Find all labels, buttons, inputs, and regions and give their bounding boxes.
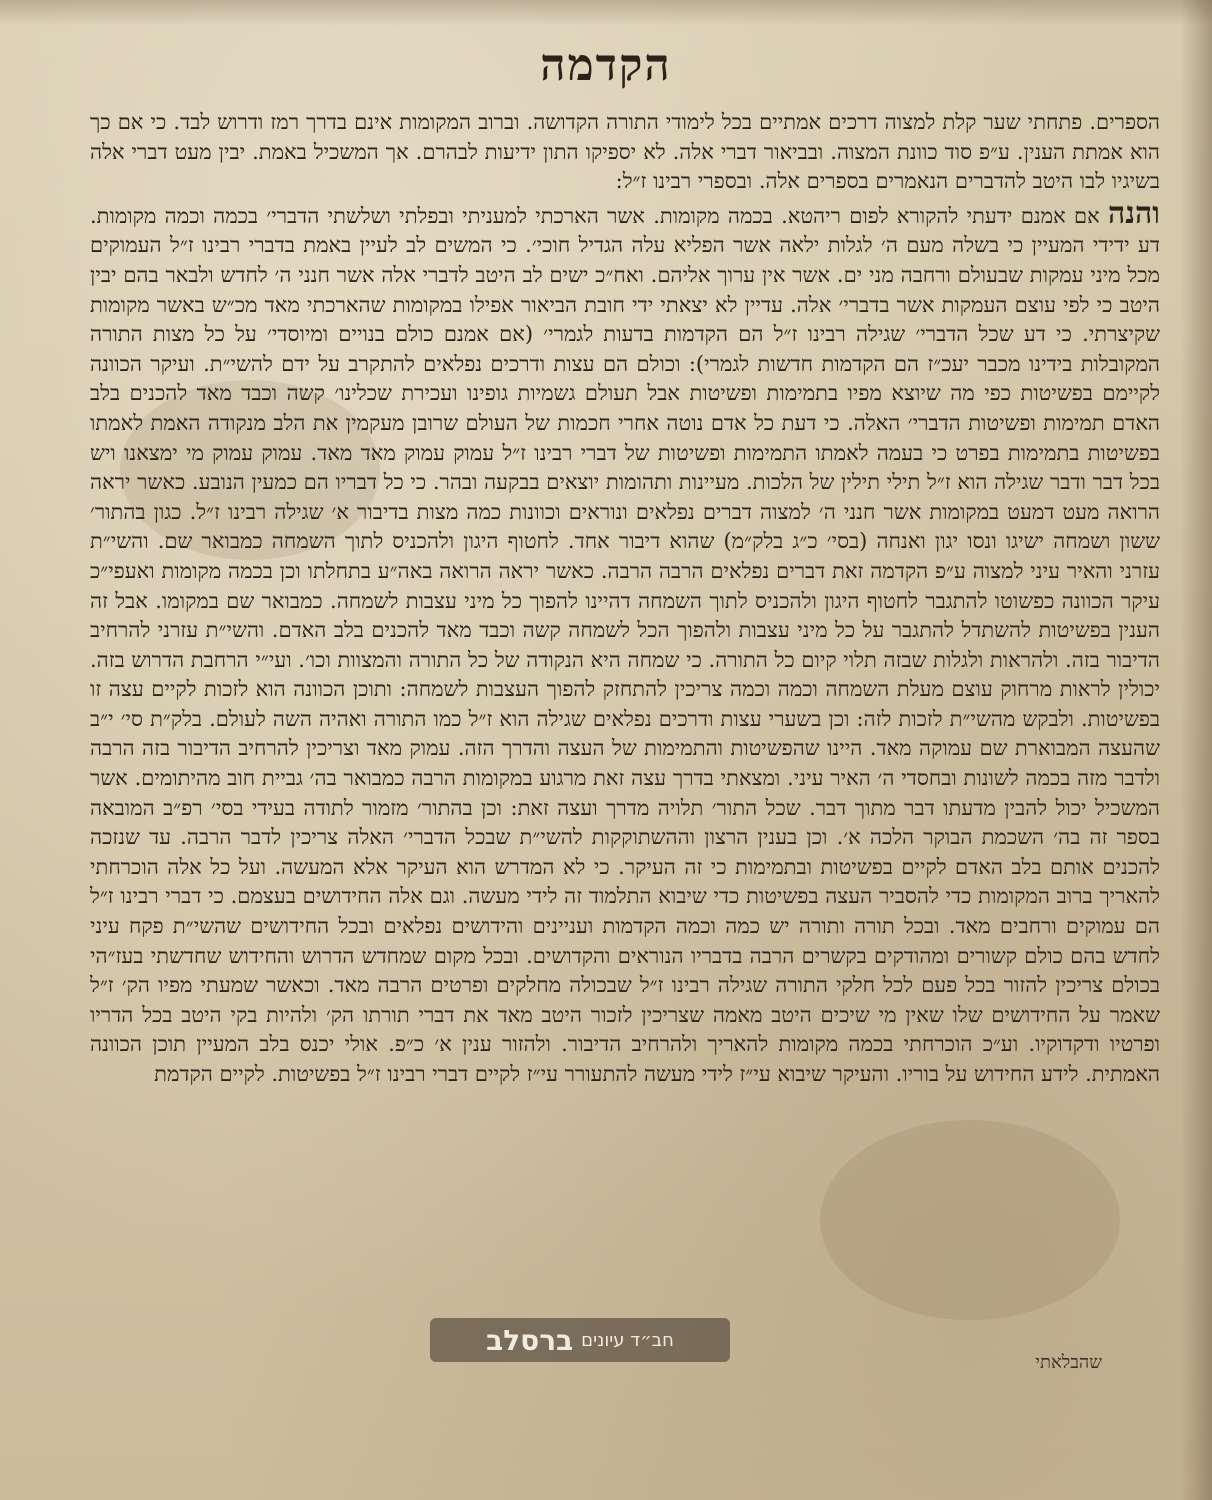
- page-top-shadow: [0, 0, 1212, 26]
- watermark: [430, 1318, 730, 1362]
- body-text: [90, 108, 1160, 1090]
- paragraph: הספרים. פתחתי שער קלת למצוה דרכים אמתיים בכל לימודי התורה הקדושה. וברוב המקומות אינם בדרך רמז ודרוש לבד. כי אם כך הוא אמתת הענין. ע״פ סוד כוונת המצוה. ובביאור דברי אלה. לא יספיקו התון ידיעות לבהרם. אך המשכיל באמת. יבין מעט דברי אלה בשיגיו לבו היטב להדברים הנאמרים בספרים אלה. ובספרי רבינו ז״ל:: [90, 110, 1160, 194]
- watermark-subtitle: חב״ד עיונים: [581, 1329, 674, 1351]
- paragraph-text: אם אמנם ידעתי להקורא לפום ריהטא. בכמה מקומות. אשר הארכתי למעניתי ובפלתי ושלשתי הדברי׳ בכמה וכמה מקומות. דע ידידי המעיין כי בשלה מעם ה׳ לגלות ילאה אשר הפליא עלה הגדיל חוכי׳. כי המשים לב לעיין באמת בדברי רבינו ז״ל העמוקים מכל מיני עמקות שבעולם ורחבה מני ים. אשר אין ערוך אליהם. ואח״כ ישים לב היטב לדברי אלה אשר חנני ה׳ לחדש ולבאר בהם יבין היטב כי לפי עוצם העמקות אשר בדברי׳ אלה. עדיין לא יצאתי ידי חובת הביאור אפילו במקומות שהארכתי מאד מכ״ש באשר מקומות שקיצרתי. כי דע שכל הדברי׳ שגילה רבינו ז״ל הם הקדמות בדעות לגמרי׳ (אם אמנם כולם בנויים ומיוסדי׳ על כל מצות התורה המקובלות בידינו מכבר יעכ״ז הם הקדמות חדשות לגמרי): וכולם הם עצות ודרכים נפלאים להתקרב על ידם להשי״ת. ועיקר הכוונה לקיימם בפשיטות כפי מה שיוצא מפיו בתמימות ופשיטות אבל תעולם גשמיות גופינו ועכירת שכלינו׳ קשה וכבד מאד להכנים בלב האדם תמימות ופשיטות הדברי׳ האלה. כי דעת כל אדם נוטה אחרי חכמות של העולם שרובן מעקמין את הלב מנקודה האמת לאמתו בפשיטות בתמימות בפרט כי בעמה לאמתו התמימות ופשיטות של דברי רבינו ז״ל עמוק עמוק מאד מאד. עמוק עמוק מי ימצאנו ויש בכל דבר ודבר שגילה הוא ז״ל תילי תילין של הלכות. מעיינות ותהומות יוצאים בבקעה ובהר. כי כל דבריו הם כמעין הנובע. כאשר יראה הרואה מעט דמעט במקומות אשר חנני ה׳ למצוה דברים נפלאים ונוראים וכוונות כמה מצות בדיבור א׳ שגילה רבינו ז״ל. כגון בהתור׳ ששון ושמחה ישיגו ונסו יגון ואנחה (בסי׳ כ״ג בלק״מ) שהוא דיבור אחד. לחטוף היגון ולהכניס לתוך השמחה כמבואר שם. והשי״ת עזרני והאיר עיני למצוה ע״פ הקדמה זאת דברים נפלאים הרבה הרבה. כאשר יראה הרואה באה״ע בתחלתו וכן בכמה מקומות ואעפי״כ עיקר הכוונה כפשוטו להתגבר לחטוף היגון ולהכניס לתוך השמחה דהיינו להפוך כל מיני עצבות לשמחה. כמבואר שם במקומו. אבל זה הענין בפשיטות להשתדל להתגבר על כל מיני עצבות ולהפוך הכל לשמחה קשה וכבד מאד להכנים בלב האדם. והשי״ת עזרני להרחיב הדיבור בזה. ולהראות ולגלות שבזה תלוי קיום כל התורה. כי שמחה היא הנקודה של כל התורה והמצוות וכו׳. ועי״י הרחבת הדרוש בזה. יכולין לראות מרחוק עוצם מעלת השמחה וכמה וכמה צריכין להתחזק להפוך העצבות לשמחה: ותוכן הכוונה הוא לזכות לקיים עצה זו בפשיטות. ולבקש מהשי״ת לזכות לזה: וכן בשערי עצות ודרכים נפלאים שגילה הוא ז״ל כמו התורה ואהיה השה לעולם. בלק״ת סי׳ י״ב שהעצה המבוארת שם עמוקה מאד. היינו שהפשיטות והתמימות של העצה והדרך הזה. עמוק מאד וצריכין להרחיב הדיבור בזה הרבה ולדבר מזה בכמה לשונות ובחסדי ה׳ האיר עיני. ומצאתי בדרך עצה זאת מרגוע במקומות הרבה כמבואר בה׳ גביית חוב מהיתומים. אשר המשכיל יכול להבין מדעתו דבר מתוך דבר. שכל התור׳ תלויה מדרך ועצה זאת: וכן בהתור׳ מזמור לתודה בעידי בסי׳ רפ״ב המובאה בספר זה בה׳ השכמת הבוקר הלכה א׳. וכן בענין הרצון וההשתוקקות להשי״ת שבכל הדברי׳ האלה צריכין לדבר הרבה. עד שנזכה להכנים אותם בלב האדם לקיים בפשיטות ובתמימות כי זה העיקר. כי לא המדרש הוא העיקר אלא המעשה. ועל כל אלה הוכרחתי להאריך ברוב המקומות כדי להסביר העצה בפשיטות כדי שיבוא התלמוד זה לידי מעשה. וגם אלה החידושים בעצמם. כי דברי רבינו ז״ל הם עמוקים ורחבים מאד. ובכל תורה ותורה יש כמה וכמה הקדמות ועניינים והידושים נפלאים ובכל החידושים שהשי״ת פקח עיני לחדש בהם כולם קשורים ומהודקים בקשרים הרבה בדבריו הנוראים והקדושים. ובכל מקום שמחדש הדרוש והחידוש שחדשתי בעז״הי בכולם צריכין להזור בכל פעם לכל חלקי התורה שגילה רבינו ז״ל שבכולה מחלקים ופרטים הרבה מאד. וכאשר שמעתי מפיו הק׳ ז״ל שאמר על החידושים שלו שאין מי שיכים היטב מאמה שצריכין לזכור היטב מאד את דברי תורתו הק׳ ולהיות בקי היטב בכל הדריו ופרטיו ודקדוקיו. וע״כ הוכרחתי בכמה מקומות להאריך ולהרחיב הדיבור. ולהזור ענין א׳ כ״פ. אולי יכנס בלב המעיין תוכן הכוונה האמתית. לידע החידוש על בוריו. והעיקר שיבוא עי״ז לידי מעשה להתעורר עי״ז לקיים דברי רבינו ז״ל בפשיטות. לקיים הקדמת: [90, 203, 1161, 1086]
- paragraph-lead-word: והנה: [1108, 195, 1160, 231]
- catchword: שהבלאתי: [1035, 1352, 1102, 1373]
- paper-stain: [820, 1120, 1120, 1320]
- page-title: הקדמה: [540, 40, 672, 91]
- watermark-logo: ברסלב: [486, 1323, 574, 1357]
- paragraph: [90, 195, 1161, 1090]
- page-right-shadow: [1180, 0, 1212, 1500]
